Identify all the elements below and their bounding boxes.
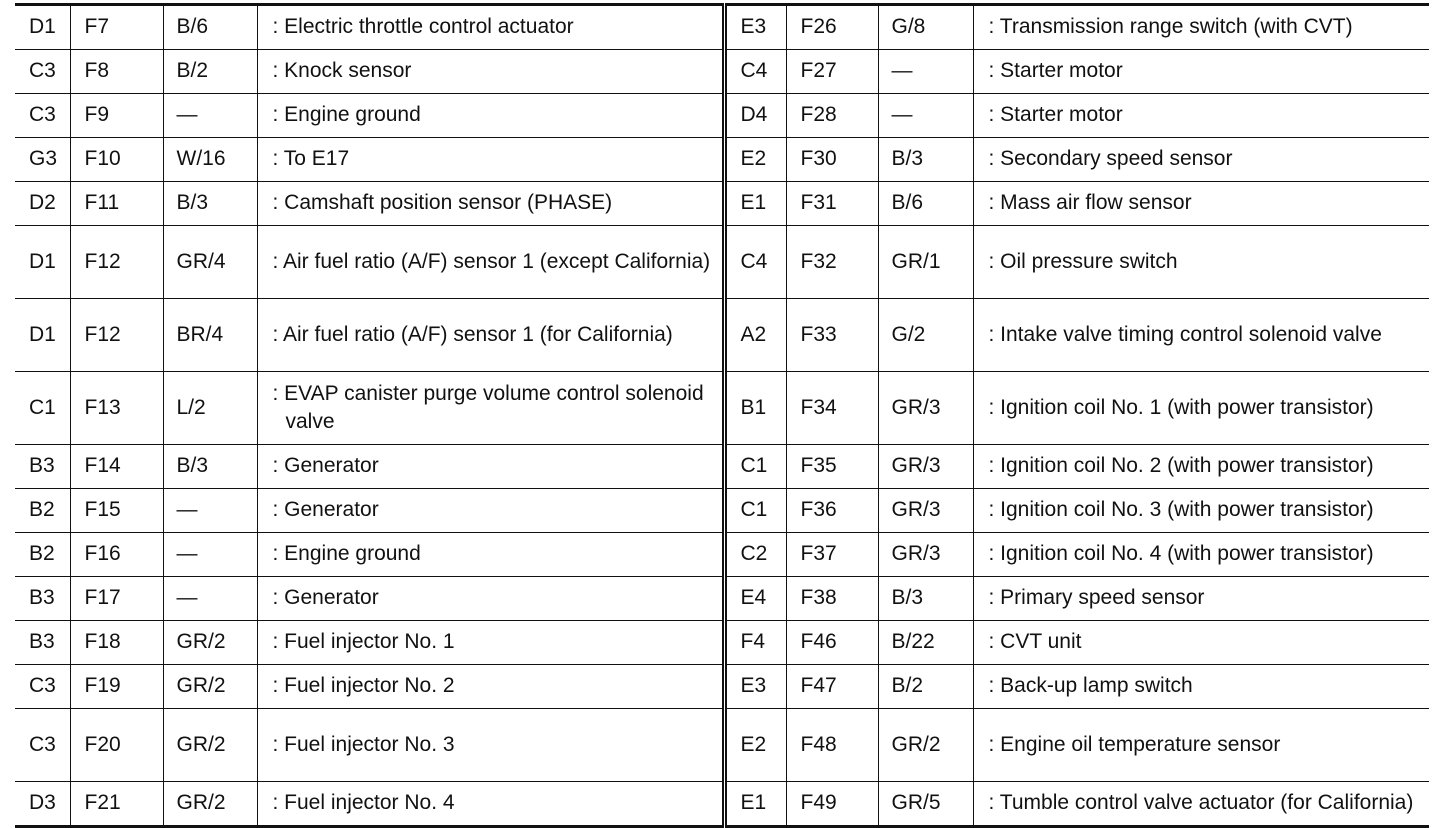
left-grid-reference-cell: B3 (15, 621, 70, 665)
connector-list-sheet (15, 3, 1429, 828)
left-connector-description-cell (257, 533, 724, 577)
left-grid-reference-cell: D2 (15, 182, 70, 226)
left-connector-color-pins-cell: B/3 (163, 182, 257, 226)
left-grid-reference-cell: C3 (15, 94, 70, 138)
right-connector-number-cell: F37 (786, 533, 878, 577)
left-connector-description: : Engine ground (272, 103, 421, 127)
right-grid-reference-cell: C1 (724, 489, 786, 533)
left-connector-number-cell: F21 (70, 782, 163, 827)
right-connector-number-cell: F31 (786, 182, 878, 226)
left-connector-description: : Fuel injector No. 2 (272, 674, 455, 698)
left-connector-description: : Camshaft position sensor (PHASE) (272, 191, 613, 215)
right-grid-reference-cell: E2 (724, 138, 786, 182)
right-connector-description-cell (973, 621, 1429, 665)
left-connector-description-cell (257, 182, 724, 226)
table-row (15, 533, 1429, 577)
right-connector-number-cell: F33 (786, 299, 878, 372)
left-grid-reference-cell: G3 (15, 138, 70, 182)
right-connector-color-pins-cell: G/8 (878, 5, 973, 50)
left-connector-number-cell: F8 (70, 50, 163, 94)
left-grid-reference-cell: B3 (15, 445, 70, 489)
right-connector-description-cell (973, 299, 1429, 372)
left-connector-number-cell: F17 (70, 577, 163, 621)
left-connector-description: : Generator (272, 498, 379, 522)
connector-table-body (15, 5, 1429, 827)
right-connector-color-pins-cell: GR/1 (878, 226, 973, 299)
left-connector-number-cell: F12 (70, 226, 163, 299)
right-connector-description-cell (973, 665, 1429, 709)
right-connector-description: : Back-up lamp switch (988, 674, 1193, 698)
left-connector-color-pins-cell: BR/4 (163, 299, 257, 372)
right-connector-color-pins-cell: GR/3 (878, 372, 973, 445)
right-connector-description-cell (973, 5, 1429, 50)
left-connector-description-cell (257, 665, 724, 709)
left-connector-number-cell: F12 (70, 299, 163, 372)
right-connector-description-cell (973, 533, 1429, 577)
left-connector-description-cell (257, 5, 724, 50)
right-connector-color-pins-cell: — (878, 50, 973, 94)
table-row (15, 489, 1429, 533)
right-grid-reference-cell: E2 (724, 709, 786, 782)
right-connector-color-pins-cell: B/22 (878, 621, 973, 665)
right-connector-number-cell: F36 (786, 489, 878, 533)
right-connector-color-pins-cell: B/2 (878, 665, 973, 709)
left-grid-reference-cell: B2 (15, 533, 70, 577)
table-row (15, 5, 1429, 50)
left-connector-description-cell (257, 94, 724, 138)
left-connector-color-pins-cell: L/2 (163, 372, 257, 445)
left-connector-description: : Fuel injector No. 1 (272, 630, 455, 654)
left-connector-number-cell: F16 (70, 533, 163, 577)
left-connector-number-cell: F11 (70, 182, 163, 226)
right-connector-number-cell: F48 (786, 709, 878, 782)
right-connector-color-pins-cell: GR/3 (878, 489, 973, 533)
right-grid-reference-cell: C1 (724, 445, 786, 489)
right-connector-description: : Ignition coil No. 1 (with power transistor) (988, 395, 1374, 419)
left-connector-color-pins-cell: — (163, 577, 257, 621)
left-connector-number-cell: F14 (70, 445, 163, 489)
right-connector-description-cell (973, 94, 1429, 138)
right-connector-color-pins-cell: B/3 (878, 577, 973, 621)
left-connector-description: : Fuel injector No. 4 (272, 791, 455, 815)
right-grid-reference-cell: B1 (724, 372, 786, 445)
right-connector-color-pins-cell: G/2 (878, 299, 973, 372)
right-connector-description: : Primary speed sensor (988, 586, 1205, 610)
right-connector-description: : Ignition coil No. 4 (with power transistor) (988, 542, 1374, 566)
right-connector-number-cell: F27 (786, 50, 878, 94)
left-connector-color-pins-cell: W/16 (163, 138, 257, 182)
right-grid-reference-cell: D4 (724, 94, 786, 138)
left-connector-color-pins-cell: B/6 (163, 5, 257, 50)
right-connector-description-cell (973, 489, 1429, 533)
right-connector-description: : Starter motor (988, 59, 1123, 83)
left-connector-color-pins-cell: — (163, 489, 257, 533)
left-connector-description-cell (257, 299, 724, 372)
left-connector-description: : Knock sensor (272, 59, 412, 83)
left-connector-description-cell (257, 577, 724, 621)
right-connector-description-cell (973, 226, 1429, 299)
right-connector-description-cell (973, 182, 1429, 226)
right-connector-description: : Ignition coil No. 2 (with power transistor) (988, 454, 1374, 478)
left-connector-description: : Electric throttle control actuator (272, 15, 574, 39)
right-grid-reference-cell: C2 (724, 533, 786, 577)
right-connector-description-cell (973, 50, 1429, 94)
right-connector-description-cell (973, 709, 1429, 782)
left-connector-color-pins-cell: GR/2 (163, 665, 257, 709)
right-connector-color-pins-cell: B/3 (878, 138, 973, 182)
left-connector-color-pins-cell: B/3 (163, 445, 257, 489)
connector-table (15, 3, 1429, 828)
left-connector-description-cell (257, 138, 724, 182)
right-connector-number-cell: F32 (786, 226, 878, 299)
left-connector-color-pins-cell: — (163, 533, 257, 577)
left-connector-description-cell (257, 372, 724, 445)
left-connector-description: : To E17 (272, 147, 350, 171)
right-grid-reference-cell: C4 (724, 50, 786, 94)
right-connector-number-cell: F34 (786, 372, 878, 445)
table-row (15, 226, 1429, 299)
right-connector-description: : Secondary speed sensor (988, 147, 1233, 171)
table-row (15, 94, 1429, 138)
table-row (15, 445, 1429, 489)
left-connector-description: : EVAP canister purge volume control solenoid valve (272, 381, 704, 433)
right-connector-number-cell: F30 (786, 138, 878, 182)
table-row (15, 138, 1429, 182)
left-grid-reference-cell: C1 (15, 372, 70, 445)
left-grid-reference-cell: D1 (15, 226, 70, 299)
right-connector-description: : Starter motor (988, 103, 1123, 127)
left-connector-number-cell: F13 (70, 372, 163, 445)
left-connector-number-cell: F9 (70, 94, 163, 138)
table-row (15, 50, 1429, 94)
right-connector-color-pins-cell: GR/5 (878, 782, 973, 827)
table-row (15, 577, 1429, 621)
right-connector-number-cell: F47 (786, 665, 878, 709)
table-row (15, 372, 1429, 445)
right-connector-description: : Engine oil temperature sensor (988, 732, 1281, 756)
left-grid-reference-cell: B2 (15, 489, 70, 533)
left-connector-description: : Air fuel ratio (A/F) sensor 1 (for California) (272, 322, 673, 346)
table-row (15, 709, 1429, 782)
right-connector-description: : Ignition coil No. 3 (with power transistor) (988, 498, 1374, 522)
left-connector-description-cell (257, 50, 724, 94)
left-grid-reference-cell: C3 (15, 50, 70, 94)
left-connector-number-cell: F18 (70, 621, 163, 665)
left-connector-color-pins-cell: B/2 (163, 50, 257, 94)
left-connector-description: : Engine ground (272, 542, 421, 566)
left-connector-description: : Generator (272, 586, 379, 610)
right-connector-number-cell: F46 (786, 621, 878, 665)
right-grid-reference-cell: E3 (724, 5, 786, 50)
left-connector-description-cell (257, 489, 724, 533)
left-connector-color-pins-cell: GR/2 (163, 709, 257, 782)
left-connector-color-pins-cell: GR/4 (163, 226, 257, 299)
right-connector-color-pins-cell: GR/2 (878, 709, 973, 782)
left-connector-description: : Generator (272, 454, 379, 478)
left-connector-description-cell (257, 621, 724, 665)
right-grid-reference-cell: E1 (724, 182, 786, 226)
left-connector-number-cell: F20 (70, 709, 163, 782)
table-row (15, 182, 1429, 226)
right-connector-color-pins-cell: GR/3 (878, 445, 973, 489)
right-connector-description-cell (973, 577, 1429, 621)
right-connector-description: : Oil pressure switch (988, 249, 1178, 273)
right-connector-description-cell (973, 445, 1429, 489)
right-connector-description: : Tumble control valve actuator (for California) (988, 791, 1414, 815)
right-grid-reference-cell: F4 (724, 621, 786, 665)
left-grid-reference-cell: D1 (15, 299, 70, 372)
left-connector-description-cell (257, 445, 724, 489)
right-connector-color-pins-cell: GR/3 (878, 533, 973, 577)
right-connector-description-cell (973, 372, 1429, 445)
left-connector-color-pins-cell: GR/2 (163, 782, 257, 827)
left-grid-reference-cell: D3 (29, 791, 56, 815)
right-grid-reference-cell: E3 (724, 665, 786, 709)
left-grid-reference-cell: B3 (15, 577, 70, 621)
left-connector-number-cell: F19 (70, 665, 163, 709)
right-connector-description: : Mass air flow sensor (988, 191, 1192, 215)
left-connector-color-pins-cell: GR/2 (163, 621, 257, 665)
table-row (15, 299, 1429, 372)
left-connector-number-cell: F15 (70, 489, 163, 533)
table-row (15, 665, 1429, 709)
left-connector-number-cell: F10 (70, 138, 163, 182)
right-connector-number-cell: F49 (786, 782, 878, 827)
right-connector-number-cell: F28 (786, 94, 878, 138)
right-connector-description: : Intake valve timing control solenoid valve (988, 322, 1382, 346)
left-connector-number-cell: F7 (70, 5, 163, 50)
right-grid-reference-cell: E1 (724, 782, 786, 827)
table-row (15, 621, 1429, 665)
left-connector-color-pins-cell: — (163, 94, 257, 138)
right-grid-reference-cell: A2 (724, 299, 786, 372)
right-connector-color-pins-cell: B/6 (878, 182, 973, 226)
right-connector-number-cell: F35 (786, 445, 878, 489)
left-grid-reference-cell: C3 (15, 665, 70, 709)
right-connector-color-pins-cell: — (878, 94, 973, 138)
left-connector-description-cell (257, 709, 724, 782)
right-grid-reference-cell: E4 (724, 577, 786, 621)
right-connector-number-cell: F26 (786, 5, 878, 50)
right-connector-description: : Transmission range switch (with CVT) (988, 15, 1353, 39)
left-grid-reference-cell: C3 (15, 709, 70, 782)
right-grid-reference-cell: C4 (724, 226, 786, 299)
left-connector-description-cell (257, 226, 724, 299)
right-connector-description-cell (973, 138, 1429, 182)
right-connector-description: : CVT unit (988, 630, 1082, 654)
right-connector-number-cell: F38 (786, 577, 878, 621)
left-connector-description: : Air fuel ratio (A/F) sensor 1 (except California) (272, 249, 711, 273)
left-connector-description: : Fuel injector No. 3 (272, 732, 455, 756)
left-grid-reference-cell: D1 (15, 5, 70, 50)
